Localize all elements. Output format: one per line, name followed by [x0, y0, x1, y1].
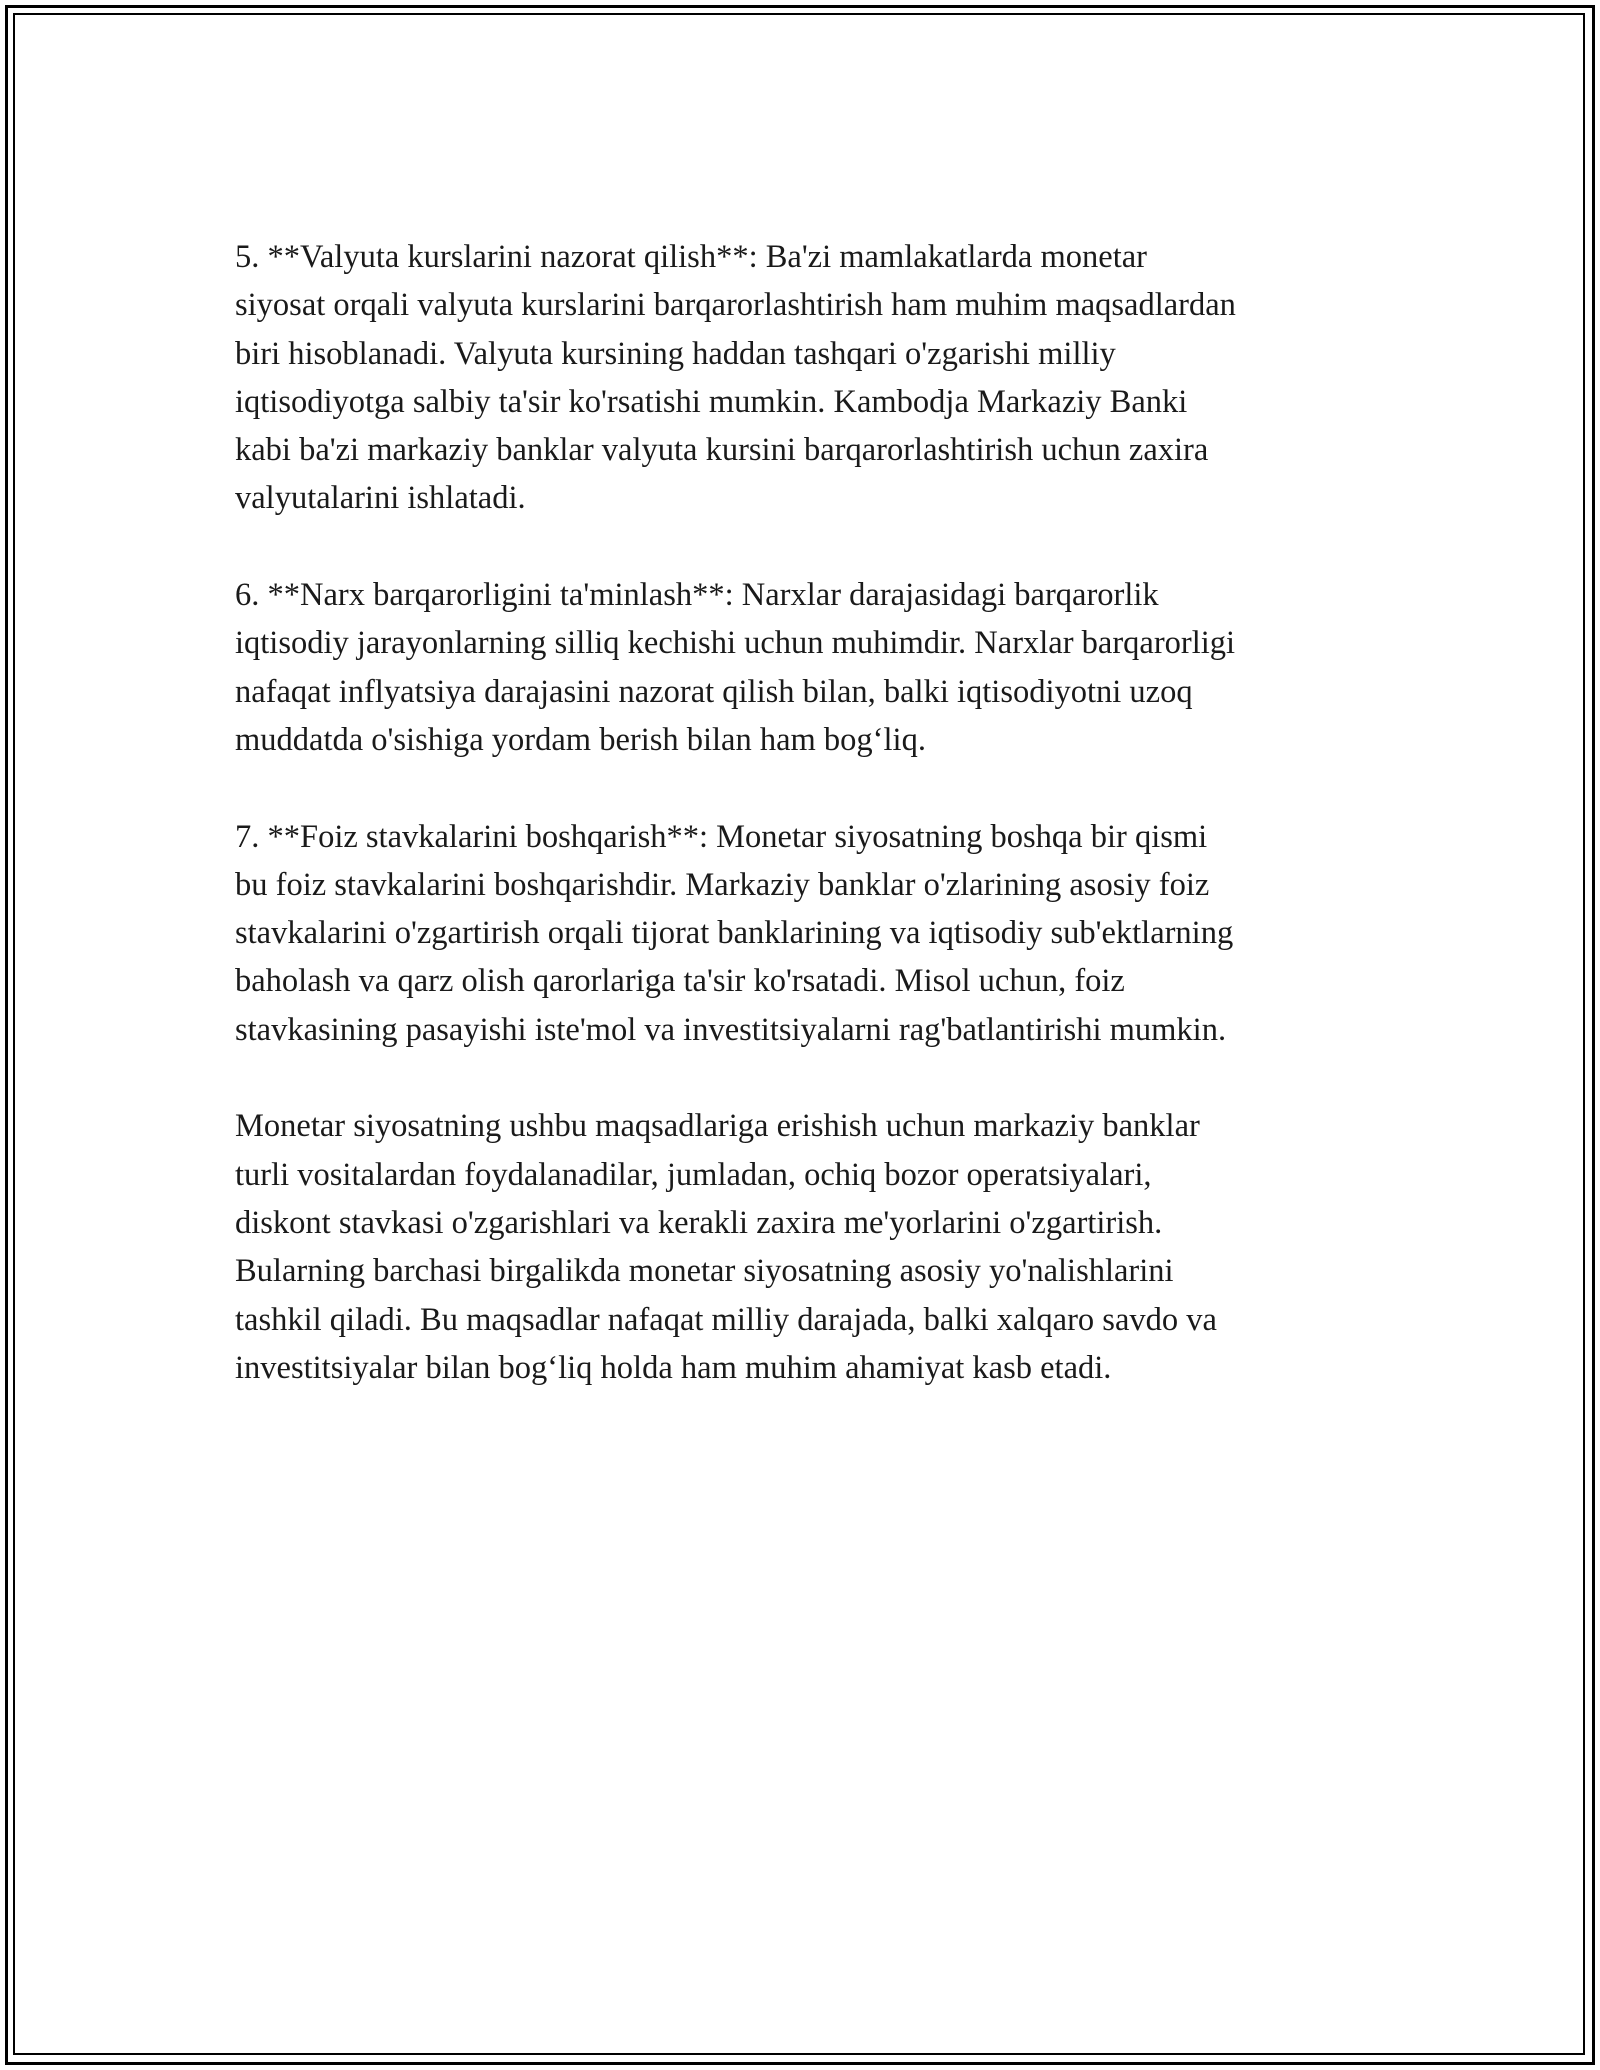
text-line: investitsiyalar bilan bog‘liq holda ham muhim ahamiyat kasb etadi.: [235, 1349, 1112, 1386]
paragraph-narx-barqarorligi: [235, 571, 1395, 764]
text-line: 6. **Narx barqarorligini ta'minlash**: Narxlar darajasidagi barqarorlik: [235, 577, 1159, 614]
text-line: 5. **Valyuta kurslarini nazorat qilish**: Ba'zi mamlakatlarda monetar: [235, 239, 1147, 275]
document-body: [235, 233, 1395, 1440]
text-line: bu foiz stavkalarini boshqarishdir. Markaziy banklar o'zlarining asosiy foiz: [235, 866, 1210, 903]
text-line: kabi ba'zi markaziy banklar valyuta kursini barqarorlashtirish uchun zaxira: [235, 432, 1209, 469]
text-line: baholash va qarz olish qarorlariga ta'sir ko'rsatadi. Misol uchun, foiz: [235, 963, 1125, 1000]
text-line: turli vositalardan foydalanadilar, jumladan, ochiq bozor operatsiyalari,: [235, 1156, 1152, 1193]
text-line: siyosat orqali valyuta kurslarini barqarorlashtirish ham muhim maqsadlardan: [235, 287, 1236, 324]
text-line: muddatda o'sishiga yordam berish bilan ham bog‘liq.: [235, 721, 926, 758]
text-line: biri hisoblanadi. Valyuta kursining haddan tashqari o'zgarishi milliy: [235, 335, 1116, 372]
paragraph-conclusion: [235, 1102, 1395, 1392]
text-line: nafaqat inflyatsiya darajasini nazorat qilish bilan, balki iqtisodiyotni uzoq: [235, 673, 1193, 710]
text-line: stavkalarini o'zgartirish orqali tijorat banklarining va iqtisodiy sub'ektlarning: [235, 915, 1234, 952]
text-line: diskont stavkasi o'zgarishlari va kerakli zaxira me'yorlarini o'zgartirish.: [235, 1204, 1163, 1241]
text-line: 7. **Foiz stavkalarini boshqarish**: Monetar siyosatning boshqa bir qismi: [235, 818, 1208, 855]
paragraph-valyuta-kurslari: [235, 233, 1395, 523]
paragraph-foiz-stavkalari: [235, 813, 1395, 1054]
text-line: valyutalarini ishlatadi.: [235, 480, 526, 517]
text-line: Bularning barchasi birgalikda monetar siyosatning asosiy yo'nalishlarini: [235, 1253, 1174, 1290]
text-line: tashkil qiladi. Bu maqsadlar nafaqat milliy darajada, balki xalqaro savdo va: [235, 1301, 1217, 1338]
text-line: iqtisodiy jarayonlarning silliq kechishi uchun muhimdir. Narxlar barqarorligi: [235, 625, 1236, 662]
text-line: iqtisodiyotga salbiy ta'sir ko'rsatishi mumkin. Kambodja Markaziy Banki: [235, 383, 1188, 420]
text-line: stavkasining pasayishi iste'mol va investitsiyalarni rag'batlantirishi mumkin.: [235, 1011, 1227, 1048]
text-line: Monetar siyosatning ushbu maqsadlariga erishish uchun markaziy banklar: [235, 1108, 1200, 1145]
